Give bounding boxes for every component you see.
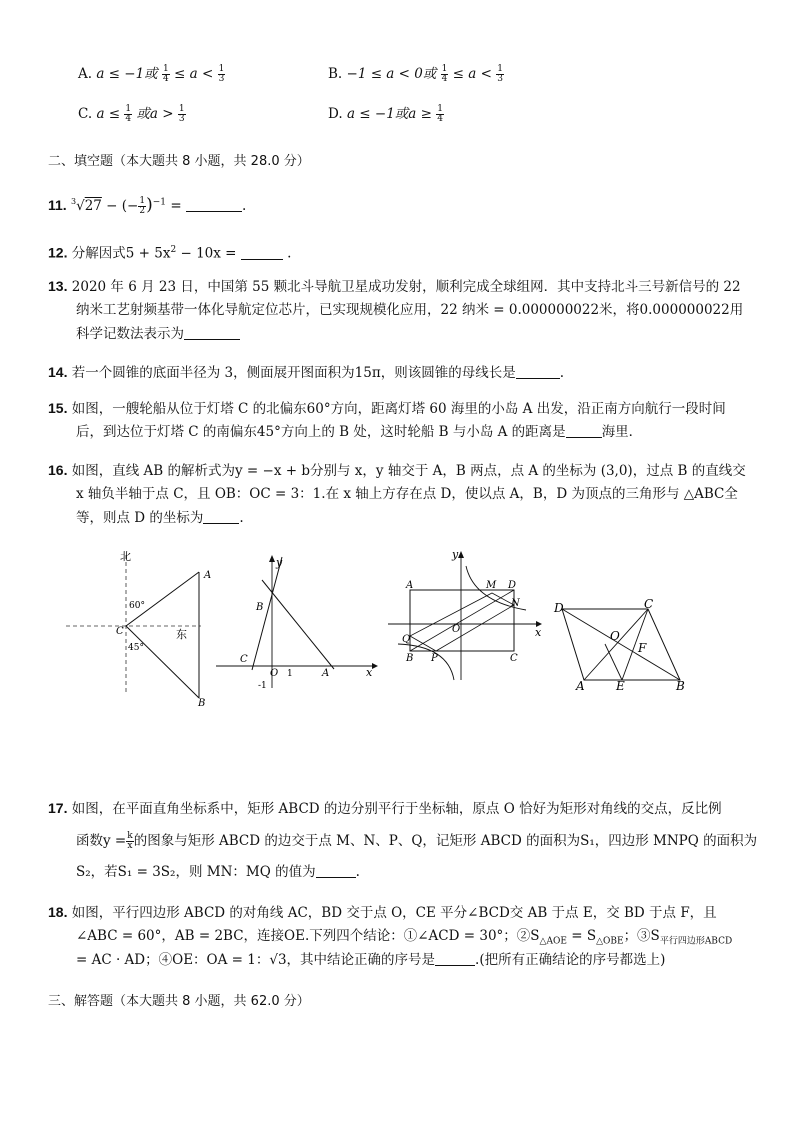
option-text: ≤ a < [452,66,492,82]
answer-blank[interactable] [186,199,242,212]
period: . [287,245,292,262]
question-17 [48,800,758,884]
subscript: 平行四边形ABCD [659,936,733,947]
question-number: 16. [48,462,68,478]
question-15 [48,400,748,448]
question-text: 海里． [601,424,643,440]
fraction: $\frac{1}{4}$ [441,64,448,84]
question-number: 15. [48,400,68,416]
option-letter: A. [78,66,93,82]
period: . [239,510,244,526]
label-minus1: -1 [258,681,267,691]
option-a[interactable] [78,62,225,84]
question-text: − 10x = [176,245,241,262]
question-text: 如图，一艘轮船从位于灯塔 C 的北偏东60°方向，距离灯塔 60 海里的小岛 A 出发，沿正南方向航行一段时间 [71,401,726,417]
question-text: 如图，平行四边形 ABCD 的对角线 AC，BD 交于点 O，CE 平分∠BCD交 AB 于点 E，交 BD 于点 F，且 [71,905,717,921]
section-title: 三、解答题（本大题共 8 小题，共 62.0 分） [48,994,310,1009]
period: . [559,365,564,381]
label-a: A [204,570,212,581]
section-title: 二、填空题（本大题共 8 小题，共 28.0 分） [48,154,310,169]
fraction: $\frac{1}{3}$ [178,104,185,124]
label-c: C [644,597,654,611]
figure-3-rectangle-hyperbola [386,546,546,682]
label-f: F [638,641,647,655]
label-m: M [486,580,497,591]
question-text: = AC · AD；④OE：OA = 1：√3，其中结论正确的序号是 [76,952,436,968]
label-1: 1 [287,669,293,679]
label-y: y [452,548,459,561]
answer-blank[interactable] [566,425,602,438]
label-x: x [535,626,542,639]
label-a: A [322,668,330,679]
radicand: 27 [84,198,102,214]
question-14 [48,364,564,381]
label-a: A [576,679,585,692]
question-text: .(把所有正确结论的序号都选上) [475,952,666,968]
question-text: 分解因式5 + 5x [71,245,171,262]
label-north: 北 [120,550,131,563]
option-text: a ≤ −1或 [96,66,158,82]
label-b: B [256,602,264,613]
answer-blank[interactable] [241,247,283,260]
question-text: 如图，在平面直角坐标系中，矩形 ABCD 的边分别平行于坐标轴，原点 O 恰好为矩形对角线的交点，反比例 [71,801,722,817]
fraction: $\frac{1}{3}$ [497,64,503,84]
fraction: $\frac{1}{2}$ [139,196,146,216]
label-45: 45° [128,643,144,653]
label-o: O [452,624,461,635]
option-text: a ≤ −1或a ≥ [346,106,432,122]
answer-blank[interactable] [516,366,560,379]
question-text: 若一个圆锥的底面半径为 3，侧面展开图面积为15π，则该圆锥的母线长是 [71,365,516,381]
question-text: 的图象与矩形 ABCD 的边交于点 M、N、P、Q，记矩形 ABCD 的面积为S₁，四边形 MNPQ 的面积为 [133,833,758,849]
fraction: $\frac{1}{3}$ [218,64,225,84]
question-text: ∠ABC = 60°，AB = 2BC，连接OE.下列四个结论：①∠ACD = 30°；②S [76,928,540,944]
question-16 [48,462,748,534]
label-b: B [198,698,206,709]
option-text: ≤ a < [174,66,214,82]
label-east: 东 [176,628,187,641]
option-d[interactable] [328,102,444,124]
question-text: 后，到达位于灯塔 C 的南偏东45°方向上的 B 处，这时轮船 B 与小岛 A 的距离是 [76,424,566,440]
expression: − (− [101,198,139,214]
label-q: Q [402,634,411,645]
label-a: A [406,580,414,591]
answer-blank[interactable] [316,865,356,878]
question-text: 2020 年 6 月 23 日，中国第 55 颗北斗导航卫星成功发射，顺利完成全球组网．其中支持北斗三号新信号的 22 [71,279,741,295]
exponent: −1 [152,197,167,208]
label-e: E [616,679,625,692]
question-text: 函数y = [76,833,127,849]
label-c: C [510,653,518,664]
fraction: $\frac{1}{4}$ [125,104,132,124]
label-o: O [270,668,279,679]
option-letter: C. [78,106,93,122]
root-index: 3 [71,197,77,206]
question-number: 17. [48,800,68,816]
question-text: = S [566,928,597,944]
subscript: △AOE [539,936,567,947]
label-o: O [610,629,620,643]
question-text: ；③S [623,928,660,944]
question-12 [48,242,291,262]
label-b: B [676,679,685,692]
label-x: x [366,666,373,679]
question-text: 纳米工艺射频基带一体化导航定位芯片，已实现规模化应用，22 纳米 = 0.000000022米，将0.000000022用 [76,302,744,318]
option-text: a ≤ [96,106,121,122]
question-number: 14. [48,364,68,380]
label-y: y [276,556,283,569]
period: . [241,198,247,214]
label-b: B [406,653,414,664]
question-text: 如图，直线 AB 的解析式为y = −x + b分别与 x，y 轴交于 A，B 两点，点 A 的坐标为 (3,0)，过点 B 的直线交 [71,463,746,479]
label-p: P [431,653,438,664]
answer-blank[interactable] [203,511,239,524]
figure-4-parallelogram [548,596,698,692]
label-c: C [240,654,248,665]
expression: ) [146,195,153,215]
label-c: C [116,626,124,637]
question-text: 科学记数法表示为 [76,326,184,342]
answer-blank[interactable] [435,953,475,966]
label-n: N [511,598,520,609]
question-text: S₂，若S₁ = 3S₂，则 MN：MQ 的值为 [76,864,316,880]
label-d: D [554,601,564,615]
answer-blank[interactable] [184,327,240,340]
figure-2-coordinate [212,552,382,692]
question-number: 18. [48,904,68,920]
fraction: $\frac{k}{x}$ [127,831,133,851]
question-13 [48,278,748,348]
question-text: 等，则点 D 的坐标为 [76,510,204,526]
period: . [355,864,360,880]
expression: = [166,198,186,214]
subscript: △OBE [596,936,624,947]
option-text: −1 ≤ a < 0或 [346,66,437,82]
question-11 [48,194,246,216]
option-letter: B. [328,66,343,82]
option-letter: D. [328,106,343,122]
label-60: 60° [129,601,145,611]
question-number: 11. [48,197,67,213]
label-d: D [508,580,517,591]
question-18 [48,904,748,976]
option-b[interactable] [328,62,504,84]
fraction: $\frac{1}{4}$ [162,64,169,84]
exponent: 2 [170,245,177,255]
question-number: 13. [48,278,68,294]
option-c[interactable] [78,102,186,124]
radical-sign: √ [76,198,85,214]
question-text: x 轴负半轴于点 C，且 OB：OC = 3：1.在 x 轴上方存在点 D，使以点 A，B，D 为顶点的三角形与 △ABC全 [76,486,738,502]
fraction: $\frac{1}{4}$ [437,104,443,124]
option-text: 或a > [136,106,174,122]
question-number: 12. [48,244,68,261]
figure-1-compass [66,550,226,710]
